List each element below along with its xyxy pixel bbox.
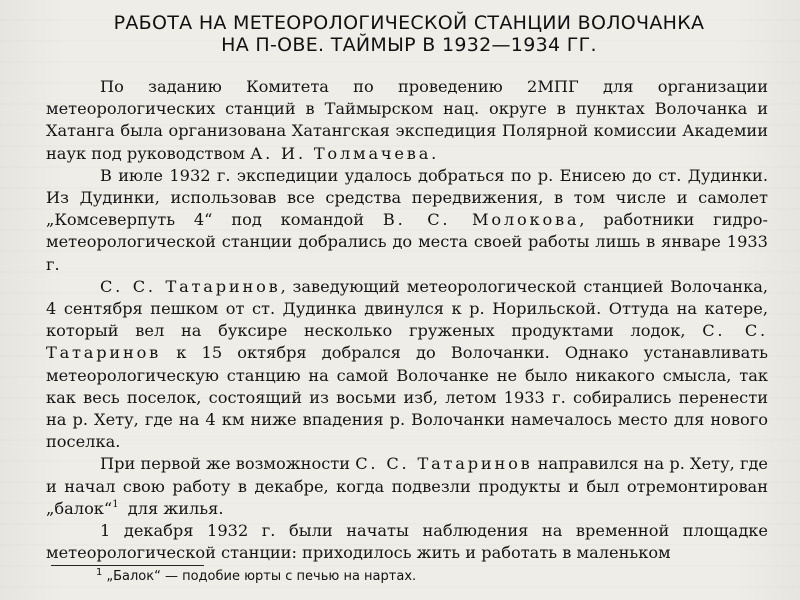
- paragraph-5: 1 декабря 1932 г. были начаты наблюдения на временной площадке метеорологической станции: приходилось жить и работать в маленьком: [46, 521, 768, 563]
- paragraph-3-end: к 15 октября добрался до Волочанки. Однако устанавливать метеорологическую станцию на самой Волочанке не было никакого смысла, так как весь поселок, состоящий из восьми изб, летом 1933 г. собирались перенести на р. Хету, где на 4 км ниже впадения р. Волочанки намечалось место для нового поселка.: [46, 343, 768, 452]
- person-name-tolmachev: А. И. Толмачева: [250, 143, 432, 163]
- footnote-reference[interactable]: 1: [112, 499, 119, 511]
- person-name-tatarinov-2: С. С. Татаринов: [46, 321, 768, 363]
- paragraph-2: [46, 165, 768, 276]
- footnote-mark: 1: [96, 566, 103, 578]
- paragraph-4-text: При первой же возможности: [100, 454, 356, 474]
- footnote: [96, 568, 556, 586]
- paragraph-3: [46, 276, 768, 454]
- page-title: [50, 12, 768, 56]
- paragraph-3-text: , заведующий метеорологической станцией Волочанка, 4 сентября пешком от ст. Дудинка двинулся к р. Норильской. Оттуда на катере, который вел на буксире несколько груженых продуктами лодок,: [46, 276, 768, 341]
- footnote-text: „Балок“ — подобие юрты с печью на нартах.: [106, 569, 417, 584]
- paragraph-1-text: По заданию Комитета по проведению 2МПГ для организации метеорологических станций в Таймырском нац. округе в пунктах Волочанка и Хатанга была организована Хатангская экспедиция Полярной комиссии Академии наук под руководством: [46, 77, 768, 163]
- paragraph-1: [46, 76, 768, 165]
- paragraph-2-text: В июле 1932 г. экспедиции удалось добраться по р. Енисею до ст. Дудинки. Из Дудинки, использовав все средства передвижения, в том числе и самолет „Комсеверпуть 4“ под командой: [46, 165, 768, 230]
- paragraph-2-end: , работники гидро-метеорологической станции добрались до места своей работы лишь в январе 1933 г.: [46, 210, 768, 274]
- person-name-tatarinov: С. С. Татаринов: [100, 276, 281, 296]
- paragraph-1-end: .: [431, 143, 437, 163]
- person-name-molokov: В. С. Молокова: [382, 210, 580, 230]
- paragraph-4: [46, 453, 768, 520]
- title-line-1: РАБОТА НА МЕТЕОРОЛОГИЧЕСКОЙ СТАНЦИИ ВОЛОЧАНКА: [113, 12, 705, 34]
- person-name-tatarinov-3: С. С. Татаринов: [355, 454, 533, 474]
- footnote-divider: [51, 565, 204, 566]
- title-line-2: НА П-ОВЕ. ТАЙМЫР В 1932—1934 ГГ.: [221, 34, 597, 56]
- paragraph-4-end: для жилья.: [122, 498, 224, 518]
- paragraph-4-middle: направился на р. Хету, где и начал свою работу в декабре, когда подвезли продукты и был отремонтирован „балок“: [46, 454, 769, 518]
- article-body: [46, 76, 768, 564]
